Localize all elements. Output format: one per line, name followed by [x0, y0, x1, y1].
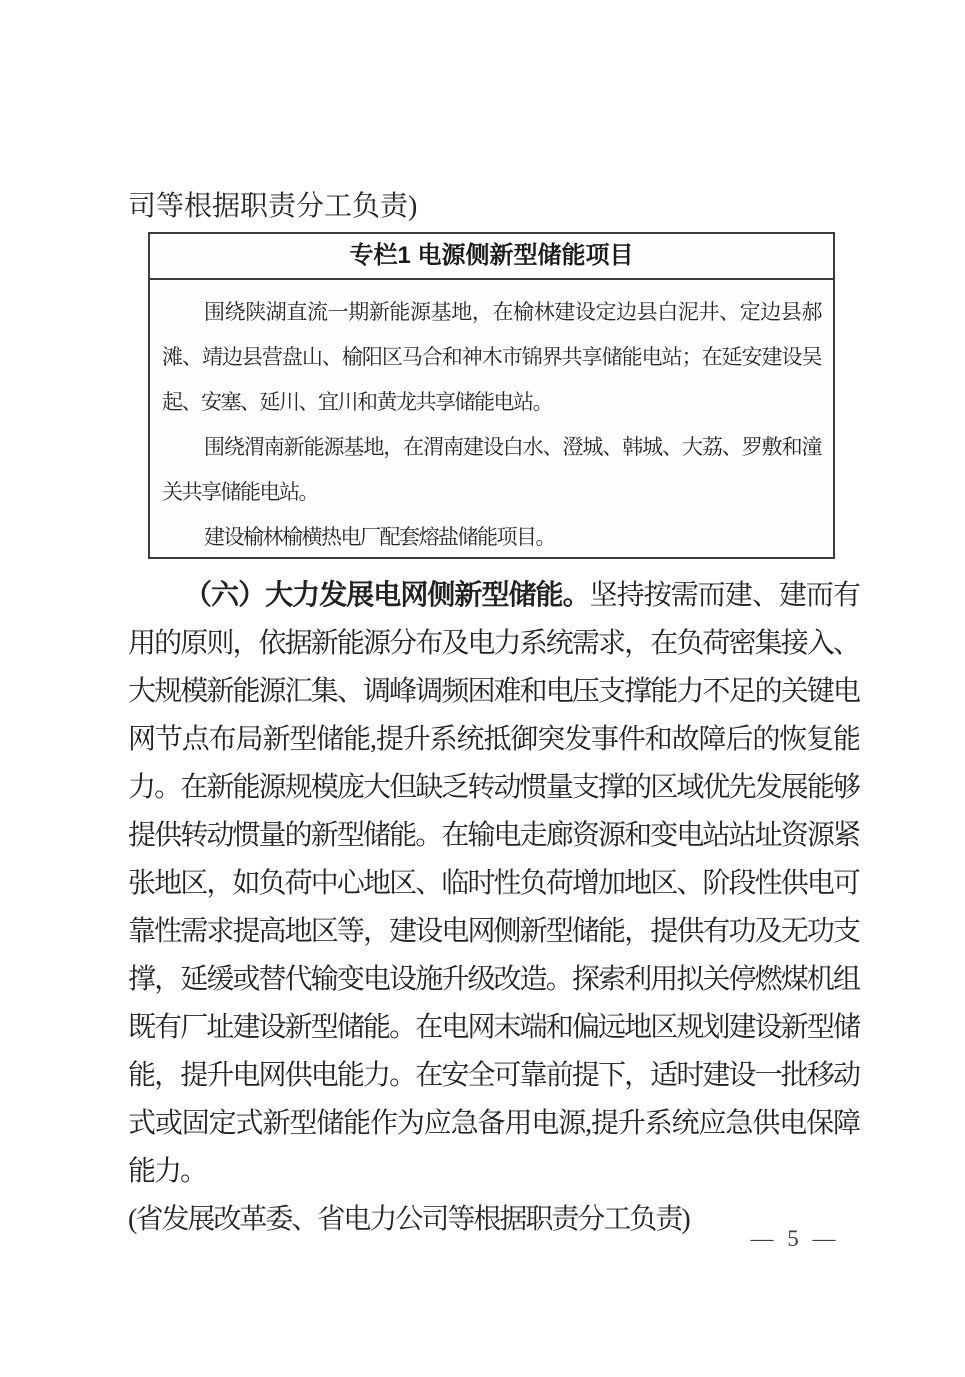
box-paragraph-weinan-base: 围绕渭南新能源基地，在渭南建设白水、澄城、韩城、大荔、罗敷和潼关共享储能电站。	[162, 435, 821, 504]
section-heading: （六）大力发展电网侧新型储能。	[184, 580, 590, 611]
attribution-line: (省发展改革委、省电力公司等根据职责分工负责)	[128, 1204, 689, 1235]
main-text-flow	[128, 572, 859, 1244]
page-number: — 5 —	[750, 1226, 840, 1251]
box-paragraph-power-base-north: 围绕陕湖直流一期新能源基地，在榆林建设定边县白泥井、定边县郝滩、靖边县营盘山、榆阳区马合和神木市锦界共享储能电站；在延安建设吴起、安塞、延川、宜川和黄龙共享储能电站。	[162, 300, 821, 414]
column-box-body	[150, 280, 833, 560]
carryover-line: 司等根据职责分工负责)	[128, 191, 418, 222]
box-paragraph-molten-salt: 建设榆林榆横热电厂配套熔盐储能项目。	[204, 525, 555, 549]
section-body-text: 坚持按需而建、建而有用的原则，依据新能源分布及电力系统需求，在负荷密集接入、大规模新能源汇集、调峰调频困难和电压支撑能力不足的关键电网节点布局新型储能,提升系统抵御突发事件和故障后的恢复能力。在新能源规模庞大但缺乏转动惯量支撑的区域优先发展能够提供转动惯量的新型储能。在输电走廊资源和变电站站址资源紧张地区，如负荷中心地区、临时性负荷增加地区、阶段性供电可靠性需求提高地区等，建设电网侧新型储能，提供有功及无功支撑，延缓或替代输变电设施升级改造。探索利用拟关停燃煤机组既有厂址建设新型储能。在电网末端和偏远地区规划建设新型储能，提升电网供电能力。在安全可靠前提下，适时建设一批移动式或固定式新型储能作为应急备用电源,提升系统应急供电保障能力。	[128, 580, 859, 1187]
column-box	[148, 232, 835, 559]
column-box-title: 专栏1 电源侧新型储能项目	[150, 234, 833, 280]
section-paragraph	[128, 572, 859, 1196]
